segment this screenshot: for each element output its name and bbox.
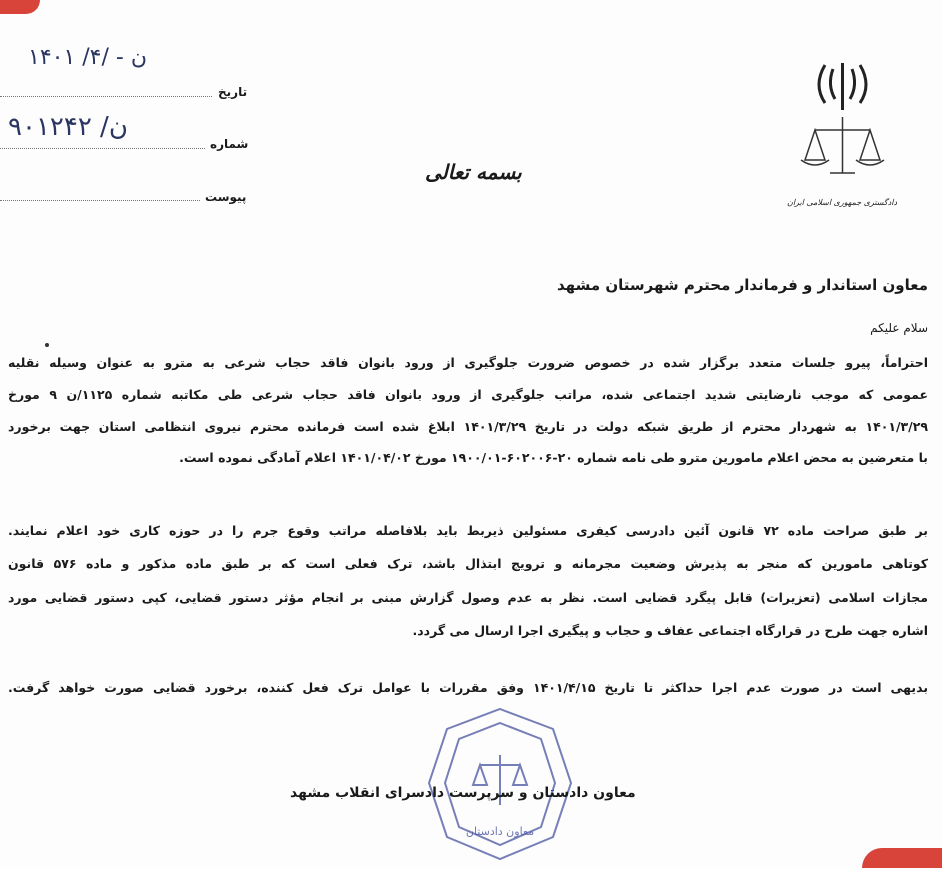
svg-text:معاون دادستان: معاون دادستان [465,825,535,838]
body-line: مجازات اسلامی (تعزیرات) قابل پیگرد قضایی است. نظر به عدم وصول گزارش مبنی بر انجام مؤثر دستور قضایی، کپی دستور قضایی مورد [8,590,928,605]
bismillah-heading: بسمه تعالی [425,160,522,184]
body-line: بدیهی است در صورت عدم اجرا حداکثر تا تاریخ ۱۴۰۱/۴/۱۵ وفق مقررات با عوامل ترک فعل کننده، برخورد قضایی صورت خواهد گرفت. [8,680,929,695]
body-line: بر طبق صراحت ماده ۷۲ قانون آئین دادرسی کیفری مسئولین ذیربط باید بلافاصله مراتب وقوع جرم را در حوزه کاری خود اعلام نمایند. [8,523,928,538]
svg-text:دادگستری جمهوری اسلامی ایران: دادگستری جمهوری اسلامی ایران [786,198,898,207]
body-line: اشاره جهت طرح در قرارگاه اجتماعی عفاف و حجاب و پیگیری اجرا ارسال می گردد. [412,623,928,638]
date-label: تاریخ [218,85,248,99]
number-line [0,148,205,149]
body-line: ۱۴۰۱/۳/۲۹ به شهردار محترم از طریق شبکه دولت در تاریخ ۱۴۰۱/۳/۲۹ ابلاغ شده است فرمانده محترم نیروی انتظامی استان جهت برخورد [8,419,928,434]
body-line: احتراماً، پیرو جلسات متعدد برگزار شده در خصوص ضرورت جلوگیری از ورود بانوان فاقد حجاب شرعی به مترو به عنوان وسیله نقلیه [8,355,928,370]
scan-border-corner [0,0,40,14]
attachment-label: پیوست [205,190,247,204]
body-line: کوتاهی مامورین که منجر به پذیرش وضعیت مجرمانه و ترویج ابتذال باشد، ترک فعلی است که بر طبق ماده مذکور و ماده ۵۷۶ قانون [8,556,928,571]
scan-speck [45,343,49,347]
body-line: عمومی که موجب نارضایتی شدید اجتماعی شده، مراتب جلوگیری از ورود بانوان فاقد حجاب شرعی طی مکاتبه شماره ۱۱۲۵/ن ۹ مورخ [8,387,928,402]
scan-border-corner [862,848,942,868]
date-line [0,96,212,97]
number-label: شماره [210,137,249,151]
emblem-icon [786,55,898,220]
date-value: ۱۴۰۱ /۴/ - ن [28,45,147,70]
number-value: ۹۰ن/ ۱۲۴۲ [8,112,128,142]
judiciary-emblem [786,55,898,220]
attachment-line [0,200,200,201]
signature-title: معاون دادستان و سرپرست دادسرای انقلاب مشهد [290,785,636,801]
body-line: با متعرضین به محض اعلام مامورین مترو طی نامه شماره ۲۰-۶۰۲۰۰۶-۱۹۰۰/۰۱ مورخ ۱۴۰۱/۰۴/۰۲ اعلام آمادگی نموده است. [179,450,928,465]
recipient-title: معاون استاندار و فرماندار محترم شهرستان مشهد [557,276,928,294]
greeting: سلام علیکم [870,321,928,335]
